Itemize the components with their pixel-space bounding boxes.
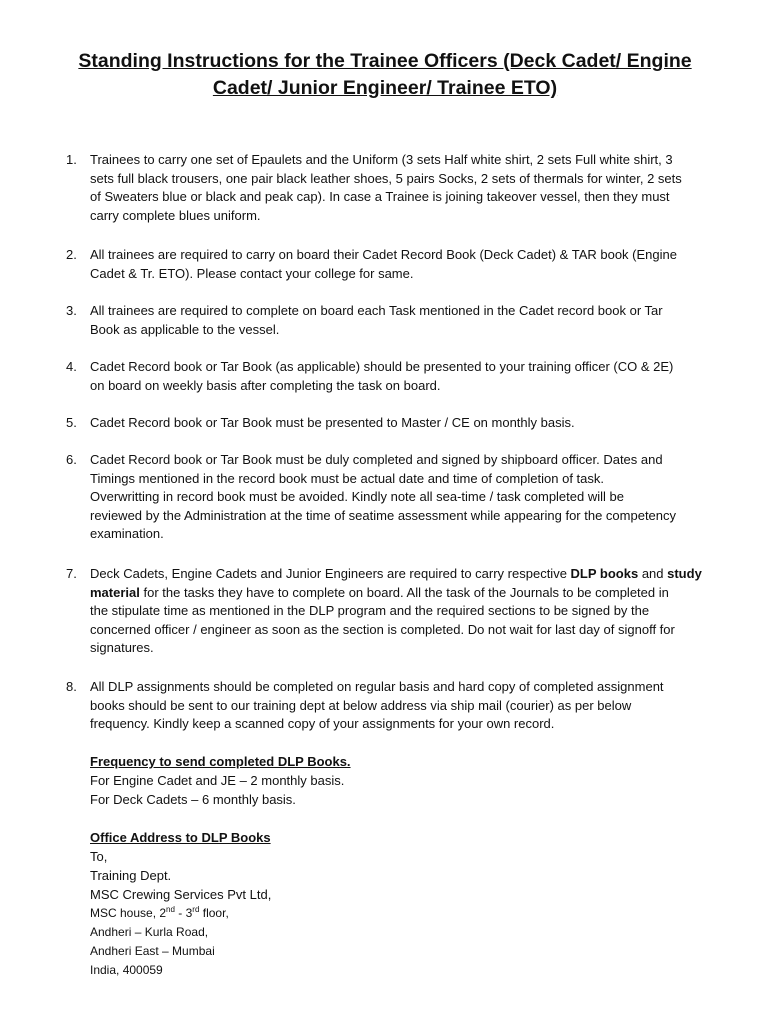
address-sup-nd: nd	[166, 905, 175, 914]
instruction-item-6	[66, 451, 736, 544]
item-text: Cadet Record book or Tar Book must be duly completed and signed by shipboard officer. Dates and Timings mentioned in the record book must be actual date and time of completion of task. Overwritting in record book must be avoided. Kindly note all sea-time / task completed will be reviewed by the Administration at the time of seatime assessment while appearing for the competency examination.	[90, 452, 677, 542]
document-title	[40, 48, 730, 102]
address-dept: Training Dept.	[90, 868, 172, 883]
item-number: 8.	[66, 679, 77, 694]
frequency-heading: Frequency to send completed DLP Books.	[90, 754, 351, 769]
item-number: 3.	[66, 303, 77, 318]
frequency-section	[90, 752, 730, 809]
item-text: All trainees are required to carry on board their Cadet Record Book (Deck Cadet) & TAR book (Engine Cadet & Tr. ETO). Please contact your college for same.	[90, 247, 677, 281]
item-number: 2.	[66, 247, 77, 262]
instruction-item-7	[66, 565, 736, 658]
item-number: 5.	[66, 415, 77, 430]
item-text-part: and	[638, 566, 668, 581]
address-house-part: - 3	[174, 906, 193, 920]
instruction-item-8	[66, 678, 736, 734]
item-bold-study: study	[667, 566, 702, 581]
instruction-item-2	[66, 246, 736, 283]
address-road: Andheri – Kurla Road,	[90, 925, 209, 939]
address-company: MSC Crewing Services Pvt Ltd,	[90, 887, 272, 902]
item-text: Trainees to carry one set of Epaulets and the Uniform (3 sets Half white shirt, 2 sets Full white shirt, 3 sets full black trousers, one pair black leather shoes, 5 pairs Socks, 2 sets of thermals for winter, 2 sets of Sweaters blue or black and peak cap). In case a Trainee is joining takeover vessel, then they must carry complete blues uniform.	[90, 152, 682, 223]
item-text: All trainees are required to complete on board each Task mentioned in the Cadet record book or Tar Book as applicable to the vessel.	[90, 303, 663, 337]
item-text-part: for the tasks they have to complete on board. All the task of the Journals to be completed in the stipulate time as mentioned in the DLP program and the required sections to be signed by the concerned officer / engineer as soon as the section is completed. Do not wait for last day of signoff for signatures.	[90, 584, 675, 656]
item-bold-dlp-books: DLP books	[570, 566, 639, 581]
title-line-1: Standing Instructions for the Trainee Officers (Deck Cadet/ Engine	[78, 50, 692, 72]
office-address-section	[90, 828, 730, 980]
item-number: 4.	[66, 359, 77, 374]
address-house-part: floor,	[199, 906, 229, 920]
item-number: 1.	[66, 152, 77, 167]
item-bold-material: material	[90, 584, 140, 600]
address-house-part: MSC house, 2	[90, 906, 167, 920]
item-text	[90, 565, 736, 658]
item-text: Cadet Record book or Tar Book must be presented to Master / CE on monthly basis.	[90, 415, 575, 430]
address-to: To,	[90, 849, 108, 864]
instruction-item-1	[66, 151, 736, 225]
item-number: 6.	[66, 452, 77, 467]
address-house	[90, 904, 730, 923]
address-sup-rd: rd	[192, 905, 200, 914]
item-text: Cadet Record book or Tar Book (as applicable) should be presented to your training officer (CO & 2E) on board on weekly basis after completing the task on board.	[90, 359, 674, 393]
instruction-item-5	[66, 414, 736, 433]
item-text-part: Deck Cadets, Engine Cadets and Junior Engineers are required to carry respective	[90, 566, 571, 581]
item-text: All DLP assignments should be completed on regular basis and hard copy of completed assignment books should be sent to our training dept at below address via ship mail (courier) as per below frequency. Kindly keep a scanned copy of your assignments for your own record.	[90, 679, 664, 732]
frequency-line-engine: For Engine Cadet and JE – 2 monthly basis.	[90, 773, 345, 788]
instruction-item-3	[66, 302, 736, 339]
address-country: India, 400059	[90, 963, 163, 977]
address-area: Andheri East – Mumbai	[90, 944, 215, 958]
title-line-2: Cadet/ Junior Engineer/ Trainee ETO)	[212, 77, 558, 99]
item-number: 7.	[66, 566, 77, 581]
instruction-item-4	[66, 358, 736, 395]
address-heading: Office Address to DLP Books	[90, 830, 271, 845]
frequency-line-deck: For Deck Cadets – 6 monthly basis.	[90, 792, 296, 807]
